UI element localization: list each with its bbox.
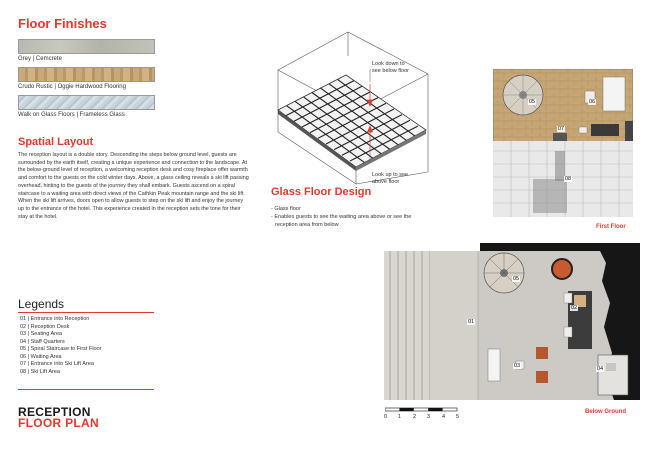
scale-tick: 2	[413, 414, 417, 420]
glass-floor-bullet: - Glass floor	[271, 206, 301, 212]
legend-item: 03 | Seating Area	[20, 331, 63, 337]
swatch-label-hardwood: Crudo Rustic | Oggie Hardwood Flooring	[18, 84, 126, 90]
ff-label-05: 05	[529, 99, 536, 105]
floor-finishes-title: Floor Finishes	[18, 16, 107, 31]
annotation-look-down-line2: see below floor	[372, 68, 409, 74]
legend-item: 02 | Reception Desk	[20, 323, 70, 330]
below-ground-caption: Below Ground	[585, 409, 626, 415]
annotation-look-down	[372, 61, 409, 75]
scale-bar	[385, 406, 460, 414]
legend-item: 08 | Ski Lift Area	[20, 368, 60, 375]
legends-divider-top	[18, 312, 154, 313]
sheet-title-line2: FLOOR PLAN	[18, 416, 99, 430]
legend-item: 05 | Spiral Staircase to First Floor	[20, 346, 102, 352]
ff-label-06: 06	[589, 99, 596, 105]
annotation-look-up	[372, 172, 408, 186]
swatch-hardwood	[18, 67, 155, 82]
annotation-look-up-line2: above floor	[372, 179, 400, 185]
annotation-look-down-line1: Look down to	[372, 61, 405, 67]
swatch-glass	[18, 95, 155, 110]
sheet-title-line1: RECEPTION	[18, 405, 91, 419]
scale-tick: 1	[398, 414, 402, 420]
ff-label-07: 07	[558, 126, 565, 132]
glass-floor-bullet: reception area from below	[275, 222, 339, 228]
glass-floor-diagram	[268, 22, 458, 187]
swatch-label-cemcrete: Grey | Cemcrete	[18, 56, 62, 62]
glass-floor-bullet: - Enables guests to see the waiting area above or see the	[271, 214, 412, 220]
bg-label-04: 04	[597, 366, 604, 372]
scale-tick: 3	[427, 414, 431, 420]
swatch-label-glass: Walk on Glass Floors | Frameless Glass	[18, 112, 125, 118]
scale-tick: 0	[384, 414, 388, 420]
scale-bar-ticks	[385, 414, 465, 422]
below-ground-plan	[384, 243, 640, 400]
spatial-layout-body: The reception layout is a double story. Descending the steps below ground level, guests are surrounded by the earth itself, creating a unique experience and connection to the landscape. At the below-ground level of reception, a welcoming reception desk and cosy fireplace offer warmth and comfort to the guests on the cold winter days. Above, a glass ceiling reveals a ski lift passing overhead, hinting to the guests of the journey they shall embark. Guests ascend on a spiral staircase to a waiting area with direct views of the Cathkin Peak mountain range and the ski lift. When the ski lift arrives, doors open to allow guests to step on the ski lift and enjoy the journey up to the entrance of the hotel. This experience created in the reception sets the tone for their stay at the hotel.	[18, 152, 249, 220]
legend-item: 01 | Entrance into Reception	[20, 316, 90, 322]
legends-divider-bottom	[18, 389, 154, 390]
legends-title: Legends	[18, 297, 65, 311]
legend-item: 04 | Staff Quarters	[20, 338, 65, 345]
glass-floor-title: Glass Floor Design	[271, 186, 372, 198]
glass-floor-bullets	[271, 205, 411, 229]
ff-label-08: 08	[565, 176, 572, 182]
legends-list	[20, 316, 102, 376]
bg-label-02: 02	[571, 305, 578, 311]
annotation-look-up-line1: Look up to see	[372, 172, 409, 178]
legend-item: 06 | Waiting Area	[20, 353, 62, 360]
swatch-cemcrete	[18, 39, 155, 54]
bg-label-01: 01	[468, 319, 475, 325]
spatial-layout-title: Spatial Layout	[18, 136, 94, 148]
scale-tick: 4	[442, 414, 446, 420]
bg-label-05: 05	[513, 276, 520, 282]
bg-label-03: 03	[514, 363, 521, 369]
first-floor-plan	[493, 69, 633, 217]
legend-item: 07 | Entrance into Ski Lift Area	[20, 361, 94, 367]
scale-tick: 5	[456, 414, 460, 420]
first-floor-caption: First Floor	[596, 224, 626, 230]
